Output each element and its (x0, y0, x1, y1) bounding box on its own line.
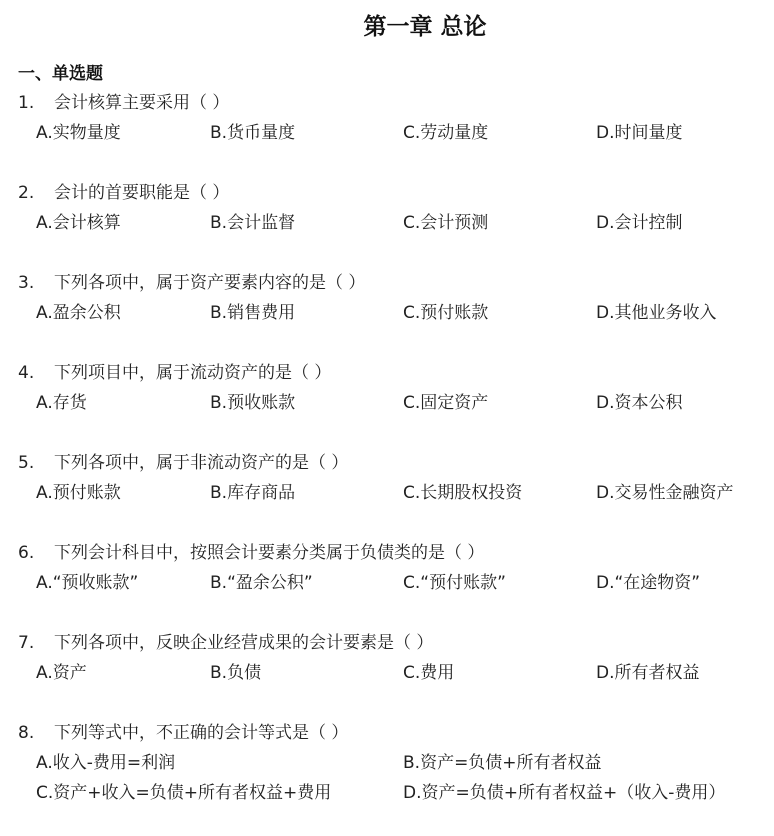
option-b[interactable]: B.预收账款 (210, 393, 296, 413)
option-b[interactable]: B.货币量度 (210, 123, 296, 143)
question-number: 5. (18, 453, 35, 473)
option-b[interactable]: B.资产=负债+所有者权益 (403, 753, 602, 773)
question-number: 7. (18, 633, 35, 653)
question-text: 下列各项中，属于非流动资产的是（ ） (54, 453, 349, 473)
option-d[interactable]: D.交易性金融资产 (596, 483, 734, 503)
question-text: 会计的首要职能是（ ） (54, 183, 230, 203)
question-number: 8. (18, 723, 35, 743)
question-number: 4. (18, 363, 35, 383)
option-c[interactable]: C.资产+收入=负债+所有者权益+费用 (36, 783, 332, 803)
question-stem (18, 628, 433, 653)
option-c[interactable]: C.费用 (403, 663, 455, 683)
option-b[interactable]: B.库存商品 (210, 483, 296, 503)
option-a[interactable]: A.存货 (36, 393, 87, 413)
question-stem (18, 178, 229, 203)
option-d[interactable]: D.资产=负债+所有者权益+（收入-费用） (403, 783, 726, 803)
question-number: 3. (18, 273, 35, 293)
option-d[interactable]: D.资本公积 (596, 393, 683, 413)
option-d[interactable]: D.所有者权益 (596, 663, 700, 683)
option-b[interactable]: B.“盈余公积” (210, 573, 313, 593)
question-text: 会计核算主要采用（ ） (54, 93, 230, 113)
option-c[interactable]: C.“预付账款” (403, 573, 506, 593)
option-b[interactable]: B.会计监督 (210, 213, 296, 233)
option-a[interactable]: A.预付账款 (36, 483, 121, 503)
section-heading: 一、单选题 (18, 64, 103, 84)
option-a[interactable]: A.盈余公积 (36, 303, 121, 323)
option-c[interactable]: C.固定资产 (403, 393, 489, 413)
question-stem (18, 718, 348, 743)
question-number: 2. (18, 183, 35, 203)
question-stem (18, 538, 484, 563)
question-text: 下列等式中，不正确的会计等式是（ ） (54, 723, 349, 743)
option-d[interactable]: D.其他业务收入 (596, 303, 717, 323)
option-c[interactable]: C.预付账款 (403, 303, 489, 323)
question-number: 6. (18, 543, 35, 563)
question-stem (18, 88, 229, 113)
option-d[interactable]: D.会计控制 (596, 213, 683, 233)
option-a[interactable]: A.实物量度 (36, 123, 121, 143)
question-stem (18, 448, 348, 473)
question-text: 下列各项中，反映企业经营成果的会计要素是（ ） (54, 633, 434, 653)
option-c[interactable]: C.会计预测 (403, 213, 489, 233)
question-stem (18, 268, 365, 293)
option-a[interactable]: A.收入-费用=利润 (36, 753, 176, 773)
question-text: 下列项目中，属于流动资产的是（ ） (54, 363, 332, 383)
option-b[interactable]: B.销售费用 (210, 303, 296, 323)
page-title: 第一章 总论 (363, 14, 487, 40)
option-a[interactable]: A.资产 (36, 663, 87, 683)
option-d[interactable]: D.时间量度 (596, 123, 683, 143)
question-stem (18, 358, 331, 383)
question-text: 下列各项中，属于资产要素内容的是（ ） (54, 273, 366, 293)
option-a[interactable]: A.“预收账款” (36, 573, 139, 593)
question-number: 1. (18, 93, 35, 113)
option-a[interactable]: A.会计核算 (36, 213, 121, 233)
option-d[interactable]: D.“在途物资” (596, 573, 701, 593)
option-b[interactable]: B.负债 (210, 663, 262, 683)
option-c[interactable]: C.长期股权投资 (403, 483, 523, 503)
question-text: 下列会计科目中，按照会计要素分类属于负债类的是（ ） (54, 543, 485, 563)
option-c[interactable]: C.劳动量度 (403, 123, 489, 143)
